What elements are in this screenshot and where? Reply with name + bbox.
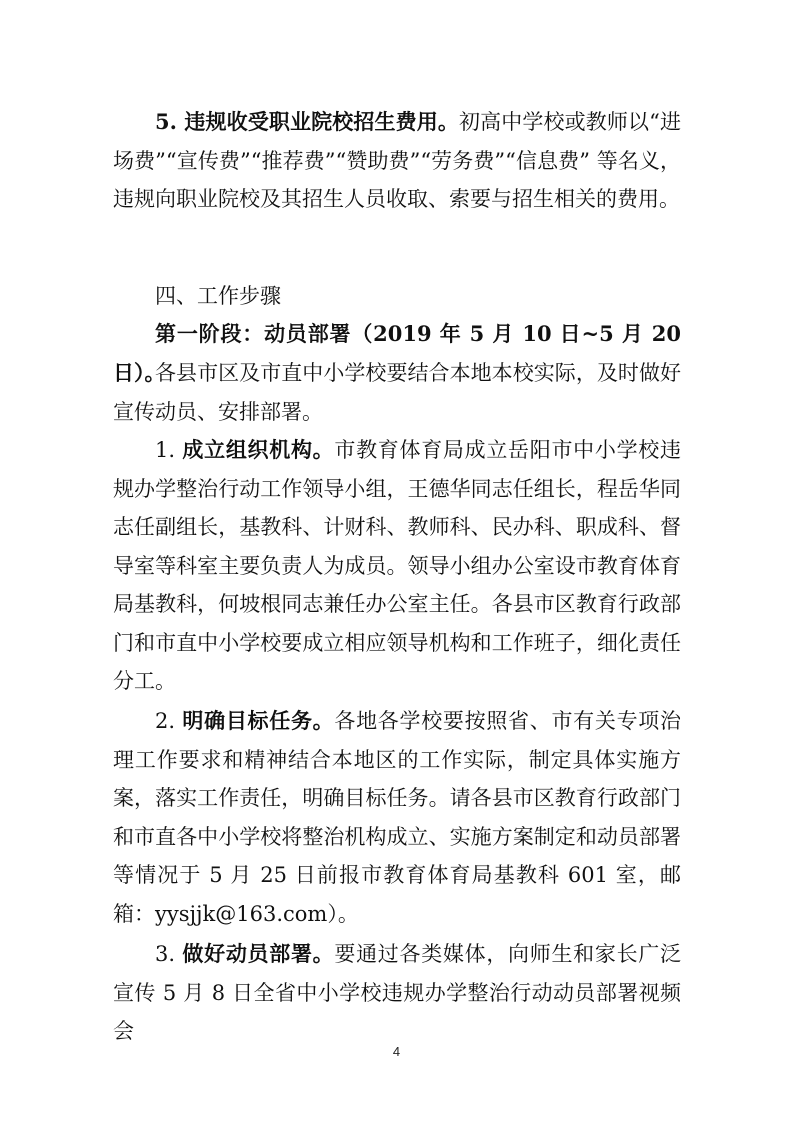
item-3-body: 要通过各类媒体，向师生和家长广泛宣传 5 月 8 日全省中小学校违规办学整治行动动员部署视频会 [113, 942, 682, 1043]
item-1-body: 市教育体育局成立岳阳市中小学校违规办学整治行动工作领导小组，王德华同志任组长，程岳华同志任副组长，基教科、计财科、教师科、民办科、职成科、督导室等科室主要负责人为成员。领导小组办公室设市教育体育局基教科，何坡根同志兼任办公室主任。各县市区教育行政部门和市直中小学校要成立相应领导机构和工作班子，细化责任分工。 [113, 438, 682, 693]
page-number: 4 [392, 1044, 401, 1059]
item-1-number: 1. [155, 438, 183, 462]
stage-one-heading: 第一阶段：动员部署（2019 年 5 月 10 日~5 月 20 日）。 [113, 321, 681, 385]
item-1-heading: 成立组织机构。 [182, 437, 335, 462]
item-2-number: 2. [155, 709, 183, 733]
stage-one-intro: 各县市区及市直中小学校要结合本地本校实际，及时做好宣传动员、安排部署。 [113, 361, 681, 424]
item-2-body: 各地各学校要按照省、市有关专项治理工作要求和精神结合本地区的工作实际，制定具体实施方案，落实工作责任，明确目标任务。请各县市区教育行政部门和市直各中小学校将整治机构成立、实施方案制定和动员部署等情况于 5 月 25 日前报市教育体育局基教科 601 室，邮箱：yysjjk@163.com）。 [113, 709, 682, 926]
item-3-number: 3. [155, 942, 183, 966]
item-1-paragraph [113, 431, 681, 701]
item-2-heading: 明确目标任务。 [182, 708, 335, 733]
section-5-heading: 5. 违规收受职业院校招生费用。 [155, 109, 459, 134]
item-3-heading: 做好动员部署。 [182, 941, 335, 966]
item-2-paragraph [113, 702, 681, 933]
item-3-paragraph [113, 935, 681, 1051]
section-5-paragraph [113, 103, 681, 219]
section-four-heading: 四、工作步骤 [155, 284, 281, 308]
section-5-body: 初高中学校或教师以“进场费”“宣传费”“推荐费”“赞助费”“劳务费”“信息费” 等名义，违规向职业院校及其招生人员收取、索要与招生相关的费用。 [113, 110, 681, 211]
